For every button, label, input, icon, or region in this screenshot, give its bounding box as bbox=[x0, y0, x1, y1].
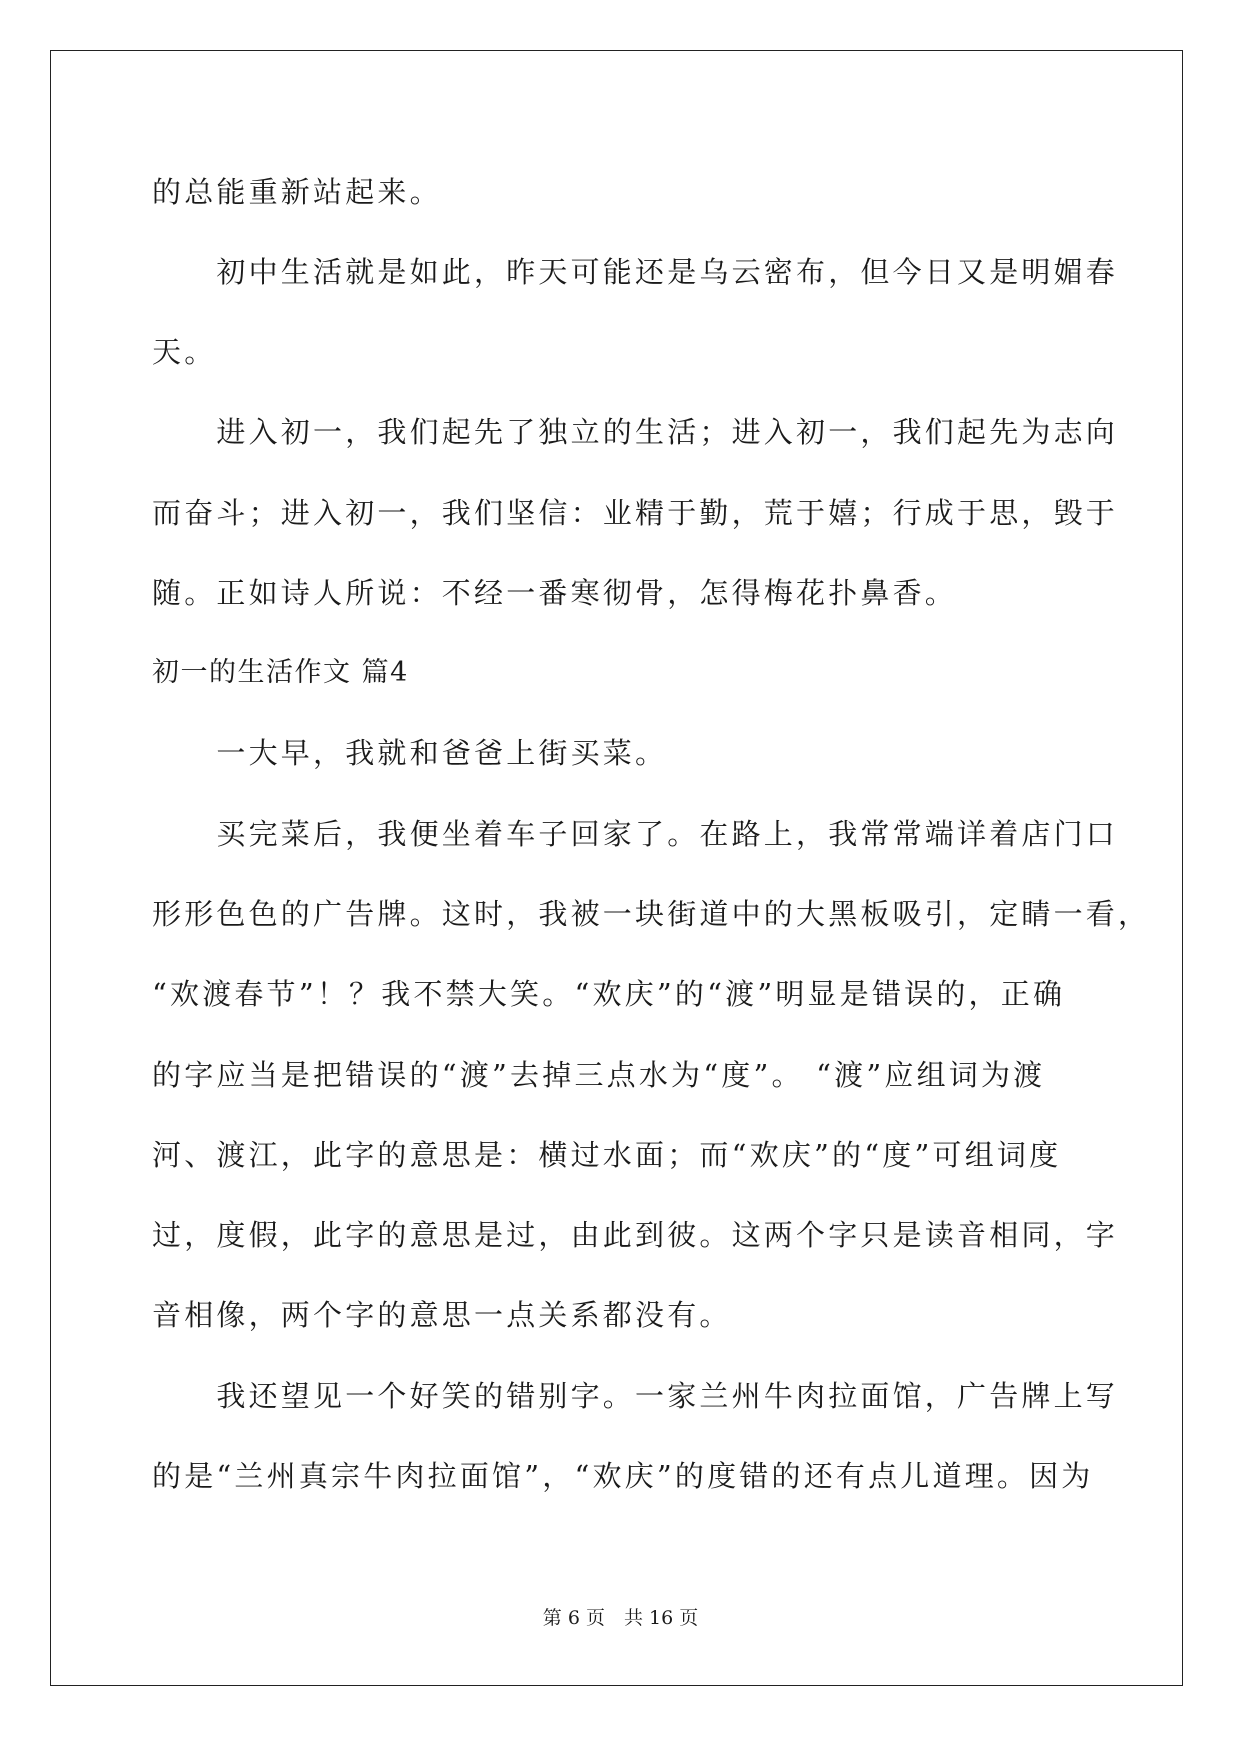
body-line: 河、渡江，此字的意思是：横过水面；而“欢庆”的“度”可组词度 bbox=[152, 1138, 1062, 1172]
body-line: “欢渡春节”！？我不禁大笑。“欢庆”的“渡”明显是错误的，正确 bbox=[152, 977, 1066, 1011]
body-line: 而奋斗；进入初一，我们坚信：业精于勤，荒于嬉；行成于思，毁于 bbox=[152, 496, 1119, 530]
body-line: 音相像，两个字的意思一点关系都没有。 bbox=[152, 1298, 732, 1332]
section-heading: 初一的生活作文 篇4 bbox=[152, 657, 409, 688]
body-line: 的字应当是把错误的“渡”去掉三点水为“度”。 “渡”应组词为渡 bbox=[152, 1058, 1046, 1092]
body-line: 的总能重新站起来。 bbox=[152, 175, 442, 209]
body-line: 过，度假，此字的意思是过，由此到彼。这两个字只是读音相同，字 bbox=[152, 1218, 1119, 1252]
body-line: 买完菜后，我便坐着车子回家了。在路上，我常常端详着店门口 bbox=[152, 817, 1119, 851]
body-line: 随。正如诗人所说：不经一番寒彻骨，怎得梅花扑鼻香。 bbox=[152, 576, 958, 610]
body-line: 天。 bbox=[152, 335, 217, 369]
page-border bbox=[50, 50, 1183, 1686]
body-line: 的是“兰州真宗牛肉拉面馆”，“欢庆”的度错的还有点儿道理。因为 bbox=[152, 1459, 1094, 1493]
page-number: 第 6 页 共 16 页 bbox=[542, 1607, 699, 1629]
body-line: 初中生活就是如此，昨天可能还是乌云密布，但今日又是明媚春 bbox=[152, 255, 1119, 289]
body-line: 形形色色的广告牌。这时，我被一块街道中的大黑板吸引，定睛一看， bbox=[152, 897, 1151, 931]
body-line: 我还望见一个好笑的错别字。一家兰州牛肉拉面馆，广告牌上写 bbox=[152, 1379, 1119, 1413]
body-line: 一大早，我就和爸爸上街买菜。 bbox=[152, 736, 668, 770]
body-line: 进入初一，我们起先了独立的生活；进入初一，我们起先为志向 bbox=[152, 415, 1119, 449]
